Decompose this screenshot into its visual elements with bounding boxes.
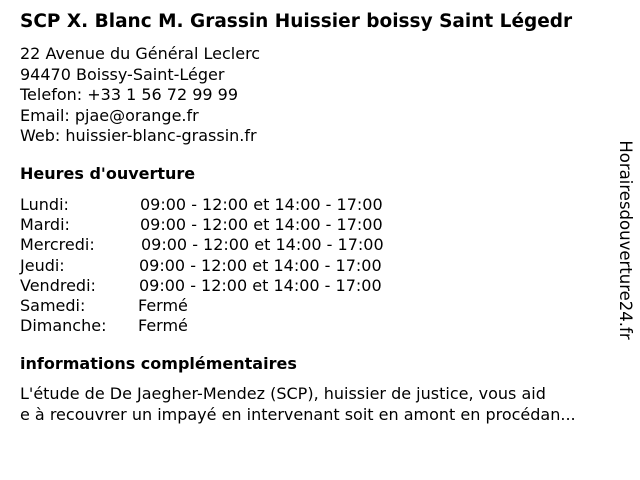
address-street: 22 Avenue du Général Leclerc (20, 44, 261, 63)
info-heading: informations complémentaires (20, 354, 297, 373)
info-line: L'étude de De Jaegher-Mendez (SCP), huissier de justice, vous aid (20, 384, 546, 403)
hours-heading: Heures d'ouverture (20, 164, 196, 183)
address-city: 94470 Boissy-Saint-Léger (20, 64, 225, 84)
page-title: SCP X. Blanc M. Grassin Huissier boissy Saint Légedr (20, 11, 573, 32)
watermark-text: Horairesdouverture24.fr (616, 140, 635, 340)
hours-value: 09:00 - 12:00 et 14:00 - 17:00 (140, 215, 383, 235)
info-line: e à recouvrer un impayé en intervenant soit en amont en procédan... (20, 404, 576, 424)
day-label: Vendredi: (20, 275, 96, 295)
hours-value: 09:00 - 12:00 et 14:00 - 17:00 (139, 275, 382, 295)
day-label: Mardi: (20, 215, 70, 235)
phone-number: Telefon: +33 1 56 72 99 99 (20, 85, 239, 104)
day-label: Dimanche: (20, 316, 107, 336)
day-label: Samedi: (20, 295, 86, 315)
hours-value: Fermé (138, 295, 188, 315)
day-label: Mercredi: (20, 235, 95, 255)
info-description (20, 384, 630, 425)
contact-block (20, 44, 260, 147)
hours-value: 09:00 - 12:00 et 14:00 - 17:00 (141, 235, 384, 255)
hours-value: Fermé (138, 316, 188, 336)
hours-value: 09:00 - 12:00 et 14:00 - 17:00 (140, 195, 383, 214)
day-label: Jeudi: (20, 255, 65, 275)
email-address: Email: pjae@orange.fr (20, 105, 199, 125)
day-label: Lundi: (20, 195, 69, 214)
website-address: Web: huissier-blanc-grassin.fr (20, 126, 257, 145)
hours-value: 09:00 - 12:00 et 14:00 - 17:00 (139, 255, 382, 275)
